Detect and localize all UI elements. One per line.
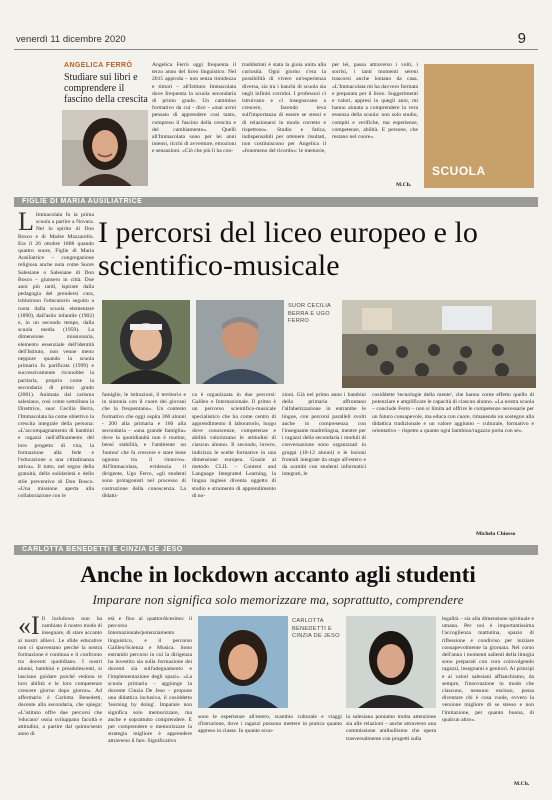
article2-photo-caption: CARLOTTA BENEDETTI E CINZIA DE JESO xyxy=(292,618,340,639)
kicker: Studiare sui libri e comprendere il fascino della crescita xyxy=(64,72,148,105)
article1-column-3: ca è organizzata in due percorsi: Galileo e Internazionale. Il primo è un percorso scientifico-musicale specialistico che ha come centro di apprendimento il laboratorio, luogo dove conoscenze, competenze e abilità valorizzano le attitudini di ciascun alunno. Il secondo, invece, indirizza le scelte formative in una dimensione europea. Grazie al metodo CLIL – Content and Language Integrated Learning, la lingua inglese diventa oggetto di studio e strumento di apprendimento di no- xyxy=(192,392,276,499)
article2-column-4: la salesiana poniamo molta attenzione sia alle relazioni – anche attraverso una commissione antibullismo che opera trasversalmente con progetti sulla xyxy=(346,714,436,742)
top-signature: M.Ch. xyxy=(396,182,412,188)
issue-date: venerdì 11 dicembre 2020 xyxy=(16,34,126,45)
article1-column-1-text: Immacolata fu la prima scuola a partire a Novara. Nel lo spirito di Don Bosco e di Madre Mazzarello. Era il 26 ottobre 1888 quando quattro suore, Figlie di Maria Ausiliatrice – congregazione religiosa anche nota come Suore Salesiane o Salesiane di Don Bosco – giunsero in città. Due anni più tardi, ispirate dalla pedagogia del prendersi cura, istituirono l'educatorio seguito a ruota dalla scuola elementare (1890), dall'asilo infantile (1902) e, in un secondo tempo, dalla scuola media (1959). La dimensione missionaria, elemento essenziale dell'identità dell'Istituto, non venne meno neppure quando la scuola primaria fu parificata (1999) e successivamente riconobbe la paritaria, proprio come la secondaria di primo grado (2001). Animata dal carisma salesiano, così come sottolinea la Direttrice, suor Cecilia Berra, l'Immacolata ha come obiettivo la crescita integrale della persona: «L'accompagnamento di bambini e ragazzi nell'affinamento del loro progetto di vita, la formazione alla fede e l'educazione a una cittadinanza attiva». Il tutto, nel segno della gratuità, della solidarietà e dello stile preventivo di Don Bosco. «Una missione aperta alla collaborazione con le xyxy=(18,212,94,499)
article2-subtitle: Imparare non significa solo memorizzare ma, soprattutto, comprendere xyxy=(92,592,464,607)
article2-column-2: età e fino ai quattordicesimo: il percorso Internazionale/potenziamento linguistico, e il percorso Galileo/Scienza e Musica. Sono entrambi percorsi in cui la dirigenza ha investito sia sulla formazione dei docenti sia sull'adeguamento e l'implementazione degli spazi». «La scuola primaria – aggiunge la docente Cinzia De Jeso – propone una didattica inclusiva, il cosiddetto 'learning by doing'. Imparare non significa solo memorizzare, ma anche e soprattutto comprendere. E per comprendere e memorizzare la strategia migliore è apprendere attraverso il fare. Significativo xyxy=(108,616,192,745)
section-band-2 xyxy=(14,545,538,555)
article2-column-1 xyxy=(18,616,102,788)
article1-column-5: cosiddette 'tecnologie della mente', che hanno come effetto quello di potenziare e amplificare le capacità di ciascun alunno. «La nostra scuola – conclude Ferro – non si limita ad offrire le competenze necessarie per un futuro consapevole, ma educa con cuore, rimanendo un sostegno alla didattica tradizionale e un valore aggiunto – culturale, formativo e orientativo – rispetto a quanto ogni bambino/ragazzo porta con sé». xyxy=(372,392,534,435)
top-column-2: traddistinti è stata la gioia unita alla curiosità. Ogni giorno c'era la possibilità di vivere un'esperienza diversa, sia tra i banchi di scuola sia negli infiniti corridoi. I professori ci istruivano e ci insegnavano a crescere, facendo leva sull'importanza di essere se stessi e di relazionarsi in modo corretto e rispettoso». Studio e fatica, indispensabili per ottenere risultati, non costituiscono per Angelica il «fonomeno del ricordo»: le memorie, xyxy=(242,62,326,155)
section-band-2-label: CARLOTTA BENEDETTI E CINZIA DE JESO xyxy=(22,546,183,553)
page-number: 9 xyxy=(517,30,526,47)
page-header xyxy=(14,28,538,50)
portrait-angelica-photo xyxy=(62,110,148,186)
portrait-cinzia-photo xyxy=(346,616,436,708)
article2-column-3: sono le esperienze all'estero, scambio culturale e viaggi d'istruzione, dove i ragazzi possono mettere in pratica quanto appreso in classe. In quanto scuo- xyxy=(198,714,342,735)
section-band-1 xyxy=(14,197,538,207)
dropcap: L xyxy=(18,212,34,236)
author-name: ANGELICA FERRÒ xyxy=(64,62,133,69)
article2-title: Anche in lockdown accanto agli studenti xyxy=(80,562,476,587)
article2-signature: M.Ch. xyxy=(514,781,530,787)
article1-column-4: zioni. Già nel primo anno i bambini della primaria affrontano l'alfabetizzazione in entrambe le lingue, con percorsi paralleli svolti anche in compresenza con l'insegnante madrelingua, mentre per i ragazzi della secondaria i moduli di conversazione sono organizzati in gruppi (10-12 alunni) e le lezioni frontali integrate da stage all'estero e da scambi con studenti informatici integrati, le xyxy=(282,392,366,478)
article2-column-1-text: Il lockdown non ha cambiato il nostro modo di insegnare, di stare accanto ai nostri allievi. Le sfide educative non ci spaventano perché la nostra formazione è continua e il confronto tra docenti quotidiano. I nostri alunni, bambini e preadolescenti, si lasciano guidare poiché vedono le loro abilità e le loro competenze crescere giorno dopo giorno». Ad affermarlo è Carlotta Benedetti, docente alla secondaria, che spiega: «L'istituto offre due percorsi che 'educano' ossia sviluppano facoltà e attitudini, a partire dal quinto/sesto anno di xyxy=(18,616,102,738)
section-band-1-label: FIGLIE DI MARIA AUSILIATRICE xyxy=(22,198,143,205)
portrait-carlotta-photo xyxy=(198,616,288,708)
section-tag xyxy=(424,64,534,188)
article1-column-2: famiglie, le istituzioni, il territorio e in sintonia con il cuore dei giovani che la frequentano». Un contesto formativo che oggi ospita 360 alunni - 200 alla primaria e 160 alla secondaria – «una grande famiglia» dove la quotidianità non è routine, bensì stabilità, e l'ambiente un 'humus' che fa crescere e stare bene ognuno tra il rinnovo». All'Immacolata, evidenzia il dirigente, Ugo Ferro, «gli studenti sono protagonisti nel processo di costruzione della conoscenza. La didatti- xyxy=(102,392,186,499)
portrait-ugo-ferro-photo xyxy=(196,300,284,384)
article1-signature: Michela Chiosso xyxy=(476,531,516,537)
top-column-1: Angelica Ferrò oggi frequenta il terzo anno del liceo linguistico. Nel 2015 approda – non senza timidezza e timori – all'Istituto Immacolata dove frequenta la scuola secondaria di primo grado. Un cammino formativo da cui - dice - «mai avrei pensato di apprendere così tanto, compreso il fascino della crescita e del cambiamento». Quelli all'Immacolata sono per lei anni intensi, ricchi di avventure, emozioni e sensazioni. «Ciò che più li ha con- xyxy=(152,62,236,155)
dropcap-2: «I xyxy=(18,616,40,640)
article1-column-1 xyxy=(18,212,94,538)
section-tag-label: SCUOLA xyxy=(432,164,486,178)
article1-title: I percorsi del liceo europeo e lo scientifico-musicale xyxy=(98,216,478,282)
top-column-3: per lei, passa attraverso i volti, i sorrisi, i tanti momenti sereni trascorsi anche lontano da casa. «L'Immacolata mi ha davvero formata e preparata per il liceo. Suggerimenti e valori, appresi in quegli anni, mi hanno aiutata a comprendere la vera essenza della scuola: non solo studio, compiti e verifiche, ma esperienze, competenze, abilità. E persone, che restano nel cuore». xyxy=(332,62,418,141)
portrait-suor-cecilia-photo xyxy=(102,300,190,384)
article2-column-5: legalità – sia alla dimensione spirituale e umana. Per noi è importantissima l'accoglienza mattutina, spazio di riflessione e condiviso per iniziare consapevolmente la giornata. Nel corso dell'anno i momenti salienti della liturgia sono preparati con cura coinvolgendo ragazzi, insegnanti e genitori. Ai principi e ai valori salesiani affianchiamo, da sempre, l'innovazione in modo che ciascuno, nessuno escluso, possa diventare chi è cosa vuole, ovvero la versione migliore di se stesso e non l'imitazione, per quanto buona, di qualcun altro». xyxy=(442,616,534,723)
classroom-photo xyxy=(342,300,536,388)
article1-photo-caption: SUOR CECILIA BERRA E UGO FERRO xyxy=(288,303,331,324)
